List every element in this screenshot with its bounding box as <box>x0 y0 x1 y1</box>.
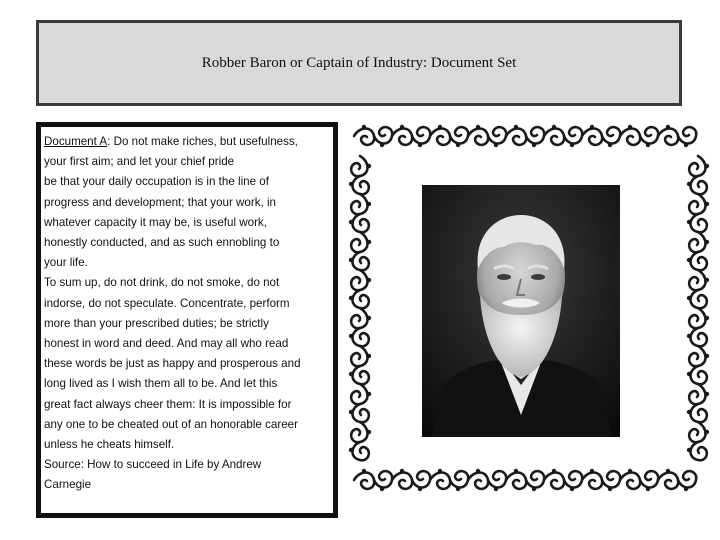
document-line: your life. <box>44 256 88 270</box>
frame-right-border <box>687 156 709 460</box>
document-line: honestly conducted, and as such ennobling to <box>44 236 280 250</box>
document-line: indorse, do not speculate. Concentrate, perform <box>44 296 290 310</box>
title-banner <box>36 20 682 106</box>
document-line: long lived as I wish them all to be. And let this <box>44 377 278 391</box>
document-line: any one to be cheated out of an honorable career <box>44 417 298 431</box>
document-line: progress and development; that your work, in <box>44 195 276 209</box>
frame-top-border <box>354 125 696 147</box>
document-first-line <box>44 132 329 152</box>
frame-bottom-border <box>354 469 696 491</box>
document-line: honest in word and deed. And may all who read <box>44 337 289 351</box>
document-line: your first aim; and let your chief pride <box>44 155 235 169</box>
document-first-line-text: : Do not make riches, but usefulness, <box>107 135 298 148</box>
document-source-line: Source: How to succeed in Life by Andrew <box>44 458 262 472</box>
document-line: whatever capacity it may be, is useful work, <box>44 215 267 229</box>
portrait-photo <box>422 185 620 437</box>
document-line: these words be just as happy and prosperous and <box>44 357 301 371</box>
page-title: Robber Baron or Captain of Industry: Document Set <box>201 54 517 71</box>
document-line: more than your prescribed duties; be strictly <box>44 316 269 330</box>
frame-left-border <box>349 156 371 460</box>
document-label: Document A <box>44 135 108 148</box>
document-source-line: Carnegie <box>44 478 92 492</box>
document-a-box <box>36 122 338 518</box>
document-line: unless he cheats himself. <box>44 438 175 452</box>
document-line: be that your daily occupation is in the line of <box>44 175 269 189</box>
document-line: To sum up, do not drink, do not smoke, do not <box>44 276 280 290</box>
document-line: great fact always cheer them: It is impossible for <box>44 397 292 411</box>
